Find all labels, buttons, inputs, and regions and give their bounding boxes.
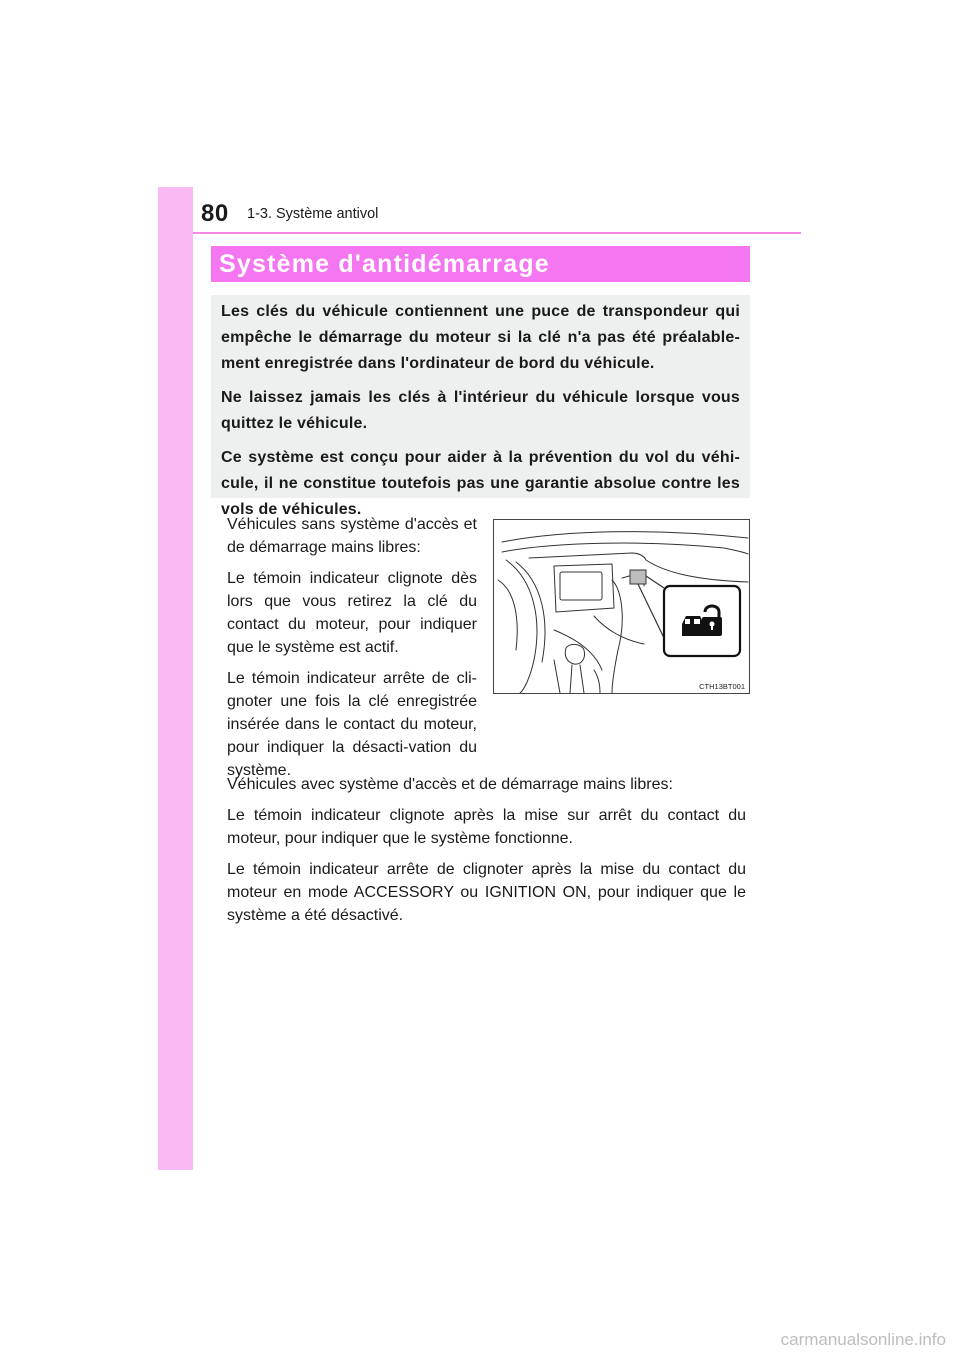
- figure-code: CTH13BT001: [699, 682, 745, 691]
- body-paragraph: Véhicules avec système d'accès et de démarrage mains libres:: [227, 776, 673, 793]
- body-full-column: [227, 773, 746, 935]
- dashboard-figure: [493, 519, 750, 694]
- body-paragraph: Le témoin indicateur clignote dès lors que vous retirez la clé du contact du moteur, pour indiquer que le système est actif.: [227, 570, 477, 656]
- watermark: carmanualsonline.info: [780, 1330, 946, 1349]
- side-tab-band: [158, 187, 193, 1170]
- intro-paragraph: Les clés du véhicule contiennent une puce de transpondeur qui empêche le démarrage du moteur si la clé n'a pas été préalable-ment enregistrée dans l'ordinateur de bord du véhicule.: [221, 303, 740, 372]
- section-title-bar: [211, 246, 750, 282]
- intro-box: [211, 295, 750, 518]
- section-label: 1-3. Système antivol: [247, 206, 379, 222]
- body-paragraph: Le témoin indicateur arrête de clignoter après la mise du contact du moteur en mode ACCESSORY ou IGNITION ON, pour indiquer que le système a été désactivé.: [227, 861, 746, 924]
- body-paragraph: Le témoin indicateur arrête de cli-gnoter une fois la clé enregistrée insérée dans le contact du moteur, pour indiquer la désacti-vation du système.: [227, 670, 477, 779]
- intro-paragraph: Ne laissez jamais les clés à l'intérieur du véhicule lorsque vous quittez le véhicule.: [221, 389, 740, 432]
- page-title: Système d'antidémarrage: [219, 250, 550, 278]
- body-paragraph: Le témoin indicateur clignote après la mise sur arrêt du contact du moteur, pour indiquer que le système fonctionne.: [227, 807, 746, 847]
- dashboard-illustration: [494, 520, 749, 693]
- body-left-column: [227, 513, 477, 790]
- header-divider: [193, 232, 801, 234]
- body-paragraph: Véhicules sans système d'accès et de démarrage mains libres:: [227, 516, 477, 556]
- intro-paragraph: Ce système est conçu pour aider à la prévention du vol du véhi-cule, il ne constitue toutefois pas une garantie absolue contre les vols de véhicules.: [221, 449, 740, 518]
- page-number: 80: [201, 200, 229, 227]
